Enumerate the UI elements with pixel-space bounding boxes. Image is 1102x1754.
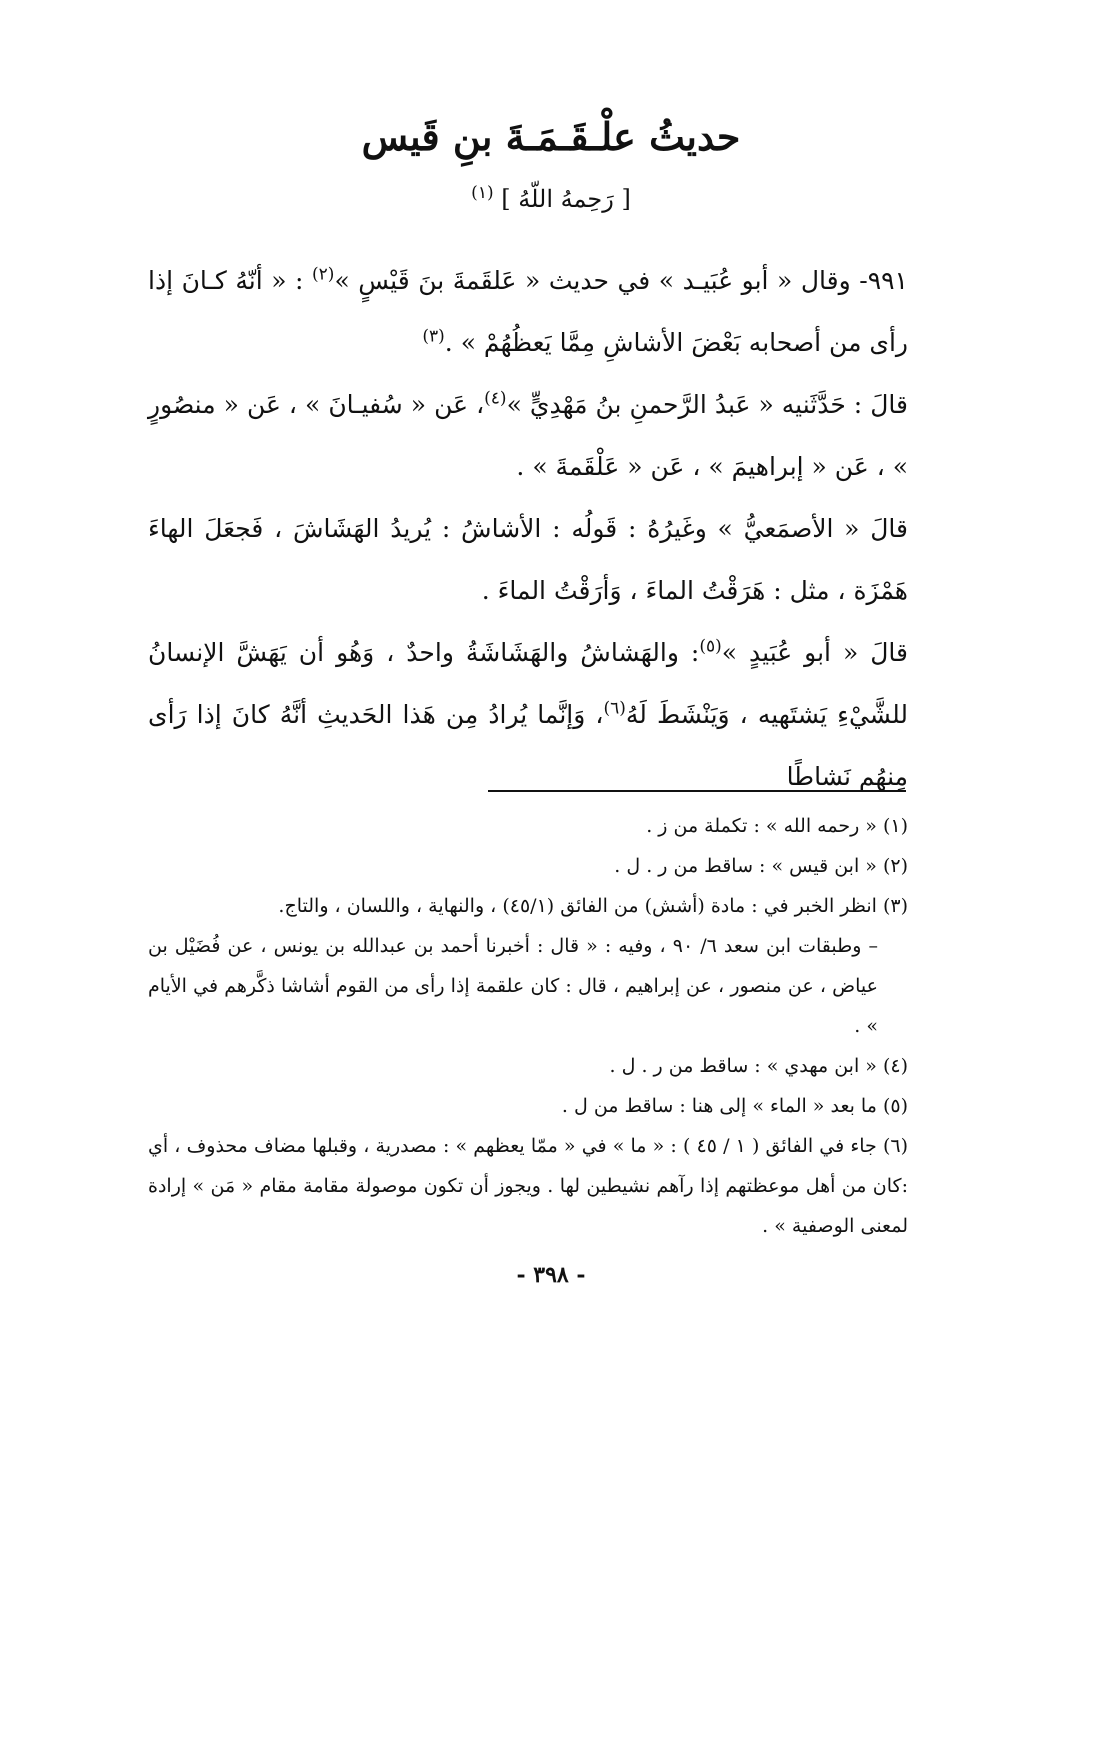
- paragraph-text: قالَ « الأصمَعيُّ » وغَيرُهُ : قَولُه : الأشاشُ : يُريدُ الهَشَاشَ ، فَجعَلَ الهاءَ هَمْزَة ، مثل : هَرَقْتُ الماءَ ، وَأرَقْتُ الماءَ .: [148, 514, 908, 605]
- footnote-ref: (١): [471, 183, 494, 203]
- footnote-3-continuation: – وطبقات ابن سعد ٦/ ٩٠ ، وفيه : « قال : أخبرنا أحمد بن عبدالله بن يونس ، عن فُضَيْل بن عياض ، عن منصور ، عن إبراهيم ، قال : كان علقمة إذا رأى من القوم أشاشا ذكَّرهم في الأيام » .: [148, 935, 878, 1037]
- chapter-subtitle: [0, 182, 1102, 216]
- footnote-4: (٤) « ابن مهدي » : ساقط من ر . ل .: [609, 1055, 908, 1077]
- paragraph-text: ، عَن « سُفيـانَ » ، عَن « منصُورٍ » ، عَن « إبراهيمَ » ، عَن « عَلْقَمةَ » .: [148, 390, 908, 481]
- paragraph-isnad: [148, 374, 908, 498]
- footnote-5: (٥) ما بعد « الماء » إلى هنا : ساقط من ل .: [561, 1095, 908, 1117]
- footnote-ref: (٤): [484, 388, 507, 409]
- footnote-ref: (٢): [312, 264, 335, 285]
- footnote-1: (١) « رحمه الله » : تكملة من ز .: [646, 815, 908, 837]
- footnote-ref: (٦): [603, 698, 626, 719]
- footnote-6: (٦) جاء في الفائق ( ١ / ٤٥ ) : « ما » في « ممّا يعظهم » : مصدرية ، وقبلها مضاف محذوف ، أي :كان من أهل موعظتهم إذا رآهم نشيطين لها . ويجوز أن تكون موصولة مقامة مقام « مَن » إرادة لمعنى الوصفية » .: [148, 1135, 908, 1237]
- footnote-ref: (٣): [422, 326, 445, 347]
- paragraph-text: : « أنّهُ كـانَ إذا رأى من أصحابه بَعْضَ الأشاشِ مِمَّا يَعظُهُمْ » .: [148, 266, 908, 357]
- main-text: [148, 250, 908, 808]
- paragraph-text: قالَ : حَدَّثَنيه « عَبدُ الرَّحمنِ بنُ مَهْدِيٍّ »: [506, 390, 908, 419]
- page-number: - ٣٩٨ -: [516, 1262, 586, 1288]
- paragraph-asmai: [148, 498, 908, 622]
- paragraph-abu-ubaid: [148, 622, 908, 808]
- paragraph-text: : والهَشاشُ والهَشَاشَةُ واحدٌ ، وَهُو أن يَهَشَّ الإنسانُ للشَّيْءِ يَشتَهيه ، وَيَنْشَطَ لَهُ: [148, 638, 908, 729]
- paragraph-991: [148, 250, 908, 374]
- paragraph-text: ٩٩١- وقال « أبو عُبَيـد » في حديث « عَلقَمةَ بنَ قَيْسٍ »: [334, 266, 908, 295]
- paragraph-text: ، وَإنَّما يُرادُ مِن هَذا الحَديثِ أنَّهُ كانَ إذا رَأى مِنهُم نَشاطًا: [148, 700, 908, 791]
- paragraph-text: قالَ « أبو عُبَيدٍ »: [721, 638, 908, 667]
- footnote-divider: [488, 790, 906, 792]
- footnotes: [148, 806, 908, 1246]
- footnote-3: (٣) انظر الخبر في : مادة (أشش) من الفائق (٤٥/١) ، والنهاية ، واللسان ، والتاج.: [278, 895, 908, 917]
- subtitle-text: [ رَحِمهُ اللّهُ ]: [501, 185, 631, 213]
- footnote-ref: (٥): [699, 636, 722, 657]
- footnote-2: (٢) « ابن قيس » : ساقط من ر . ل .: [614, 855, 908, 877]
- chapter-title: حديثُ علْـقَـمَـةَ بنِ قَيس: [361, 114, 741, 159]
